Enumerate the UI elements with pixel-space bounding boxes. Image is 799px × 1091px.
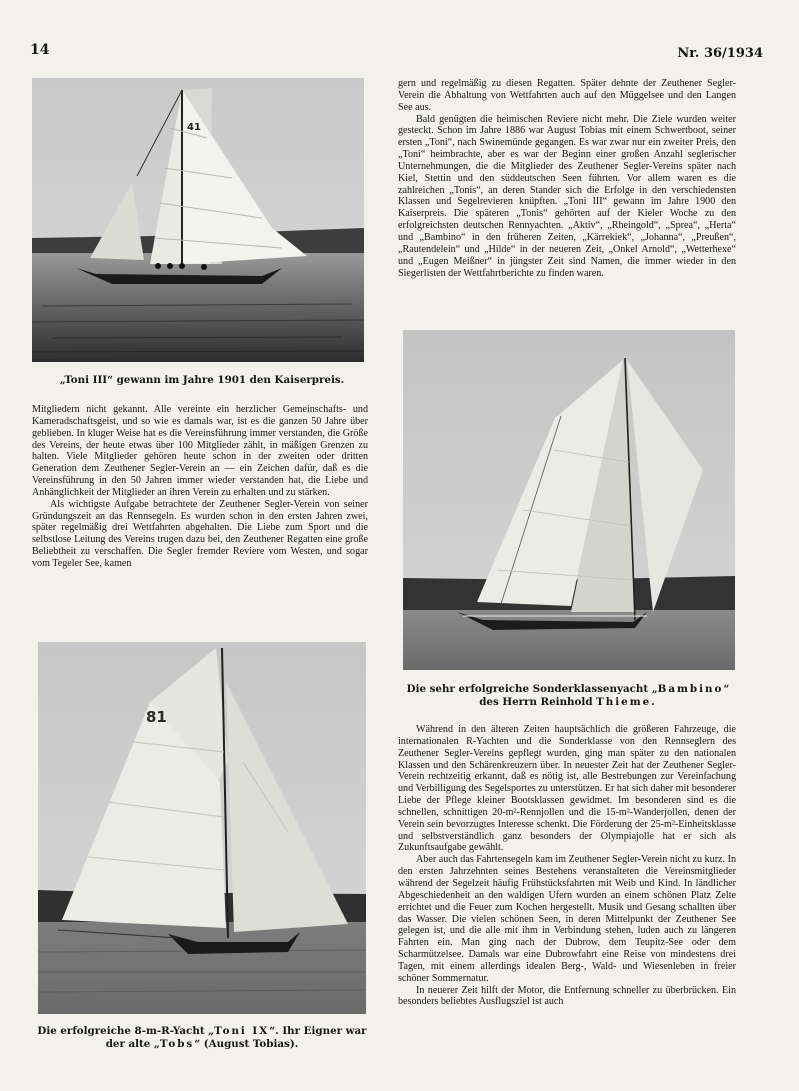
right-column-top-text bbox=[398, 78, 736, 279]
sail-number-81: 81 bbox=[146, 708, 167, 726]
caption-bambino: Die sehr erfolgreiche Sonderklassenyacht „Bambino“ des Herrn Reinhold Thieme. bbox=[406, 683, 730, 708]
paragraph: Bald genügten die heimischen Reviere nicht mehr. Die Ziele wurden weiter gesteckt. Schon im Jahre 1886 war August Tobias mit einem Schwertboot, seiner ersten „Toni“, nach Swinemünde gegangen. Es war zwar nur ein zweiter Preis, den „Toni“ heimbrachte, aber es war der Beginn einer großen Anzahl seglerischer Unternehmungen, die die Mitglieder des Zeuthener Segler-Vereins später nach Kiel, Stettin und den süddeutschen Seen führten. Vor allem waren es die zahlreichen „Tonis“, an deren Stander sich die Erfolge in den verschiedensten Klassen und Segelrevieren knüpften. „Toni III“ gewann im Jahre 1900 den Kaiserpreis. Die späteren „Tonis“ gehörten auf der Kieler Woche zu den erfolgreichsten deutschen Rennyachten. „Aktiv“, „Rheingold“, „Sprea“, „Herta“ und „Bambino“ in den früheren Zeiten, „Kärrekiek“, „Johanna“, „Preußen“, „Rautendelein“ und „Hilde“ in der neueren Zeit, „Onkel Arnold“, „Wetterhexe“ und „Eugen Meißner“ in jüngster Zeit sind Namen, die immer wieder in den Siegerlisten der Wettfahrtberichte zu finden waren. bbox=[398, 113, 736, 279]
paragraph: gern und regelmäßig zu diesen Regatten. Später dehnte der Zeuthener Segler-Verein die Abhaltung von Wettfahrten auch auf den Müggelsee und den Langen See aus. bbox=[398, 78, 736, 113]
paragraph: Während in den älteren Zeiten hauptsächlich die größeren Fahrzeuge, die internationalen R-Yachten und die Sonderklasse von den Rennseglern des Zeuthener Segler-Vereins gepflegt wurden, ging man später zu den nationalen Klassen und den Schärenkreuzern über. In neuester Zeit hat der Zeuthener Segler-Verein rechtzeitig erkannt, daß es nötig ist, alle Bestrebungen zur Vereinfachung und Verbilligung des Segelsportes zu unterstützen. Er hat sich daher mit besonderer Liebe der Pflege kleiner Bootsklassen gewidmet. Im besonderen sind es die schnellen, schnittigen 20-m²-Rennjollen und die 15-m²-Wanderjollen, denen der Verein sein bevorzugtes Interesse schenkt. Die Förderung der 25-m²-Einheitsklasse und selbstverständlich ganz besonders der Olympiajolle hat er sich als Zukunftsaufgabe gewählt. bbox=[398, 724, 736, 854]
right-column-bottom-text bbox=[398, 724, 736, 1008]
left-column-text bbox=[32, 404, 368, 570]
photo-bambino bbox=[403, 330, 735, 670]
caption-toni-iii: „Toni III“ gewann im Jahre 1901 den Kaiserpreis. bbox=[59, 374, 345, 386]
yacht-name-toni-ix: Toni IX bbox=[214, 1025, 270, 1037]
photo-toni-ix bbox=[38, 642, 366, 1014]
sail-number-41: 41 bbox=[187, 122, 201, 133]
paragraph: Mitgliedern nicht gekannt. Alle vereinte ein herzlicher Gemeinschafts- und Kameradschaftsgeist, und so wie es damals war, ist es die ganzen 50 Jahre über geblieben. In kluger Weise hat es die Vereinsführung immer verstanden, die Größe des Vereins, der heute etwas über 100 Mitglieder zählt, in mäßigen Grenzen zu halten. Viele Mitglieder gehören heute schon in der zweiten oder dritten Generation dem Zeuthener Segler-Verein an — ein Zeichen dafür, daß es die Vereinsführung in den 50 Jahren immer wieder verstanden hat, die Liebe und Anhänglichkeit der Mitglieder an ihren Verein zu erhalten und zu stärken. bbox=[32, 404, 368, 498]
page-number: 14 bbox=[30, 42, 50, 58]
paragraph: In neuerer Zeit hilft der Motor, die Entfernung schneller zu überbrücken. Ein besonders beliebtes Ausflugsziel ist auch bbox=[398, 984, 736, 1008]
caption-toni-ix: Die erfolgreiche 8-m-R-Yacht „Toni IX“. Ihr Eigner war der alte „Tobs“ (August Tobias). bbox=[37, 1025, 367, 1050]
paragraph: Als wichtigste Aufgabe betrachtete der Zeuthener Segler-Verein von seiner Gründungszeit an das Rennsegeln. Es wurden schon in den ersten Jahren zwei, später regelmäßig drei Wettfahrten abgehalten. Die Liebe zum Sport und die selbstlose Leitung des Vereins trugen dazu bei, den Zeuthener Regatten eine große Beliebtheit zu verschaffen. Die Segler fremder Reviere vom Westen, und sogar vom Tegeler See, kamen bbox=[32, 498, 368, 569]
photo-toni-iii bbox=[32, 78, 364, 362]
yacht-name-bambino: Bambino bbox=[657, 683, 724, 695]
owner-name-thieme: Thieme. bbox=[596, 696, 657, 708]
paragraph: Aber auch das Fahrtensegeln kam im Zeuthener Segler-Verein nicht zu kurz. In den ersten Jahrzehnten seines Bestehens veranstalteten die Vereinsmitglieder während der Segelzeit häufig Frühstücksfahrten mit Weib und Kind. In ländlicher Abgeschiedenheit an den waldigen Ufern wurden an einem schönen Platz Zelte errichtet und die Feuer zum Kochen hergestellt. Musik und Gesang schallten über das Wasser. Die vielen schönen Seen, in deren Mittelpunkt der Zeuthener See gelegen ist, und die alle mit ihm in Verbindung stehen, luden auch zu längeren Fahrten ein. Man ging nach der Dubrow, dem Teupitz-See oder dem Scharmützelsee. Damals war eine Dubrowfahrt eine Reise von mindestens drei Tagen, mit einem allerdings idealen Berg-, Wald- und Wiesenleben in freier schöner Sommernatur. bbox=[398, 854, 736, 984]
issue-number: Nr. 36/1934 bbox=[677, 46, 763, 61]
owner-name-tobs: Tobs bbox=[159, 1038, 195, 1050]
